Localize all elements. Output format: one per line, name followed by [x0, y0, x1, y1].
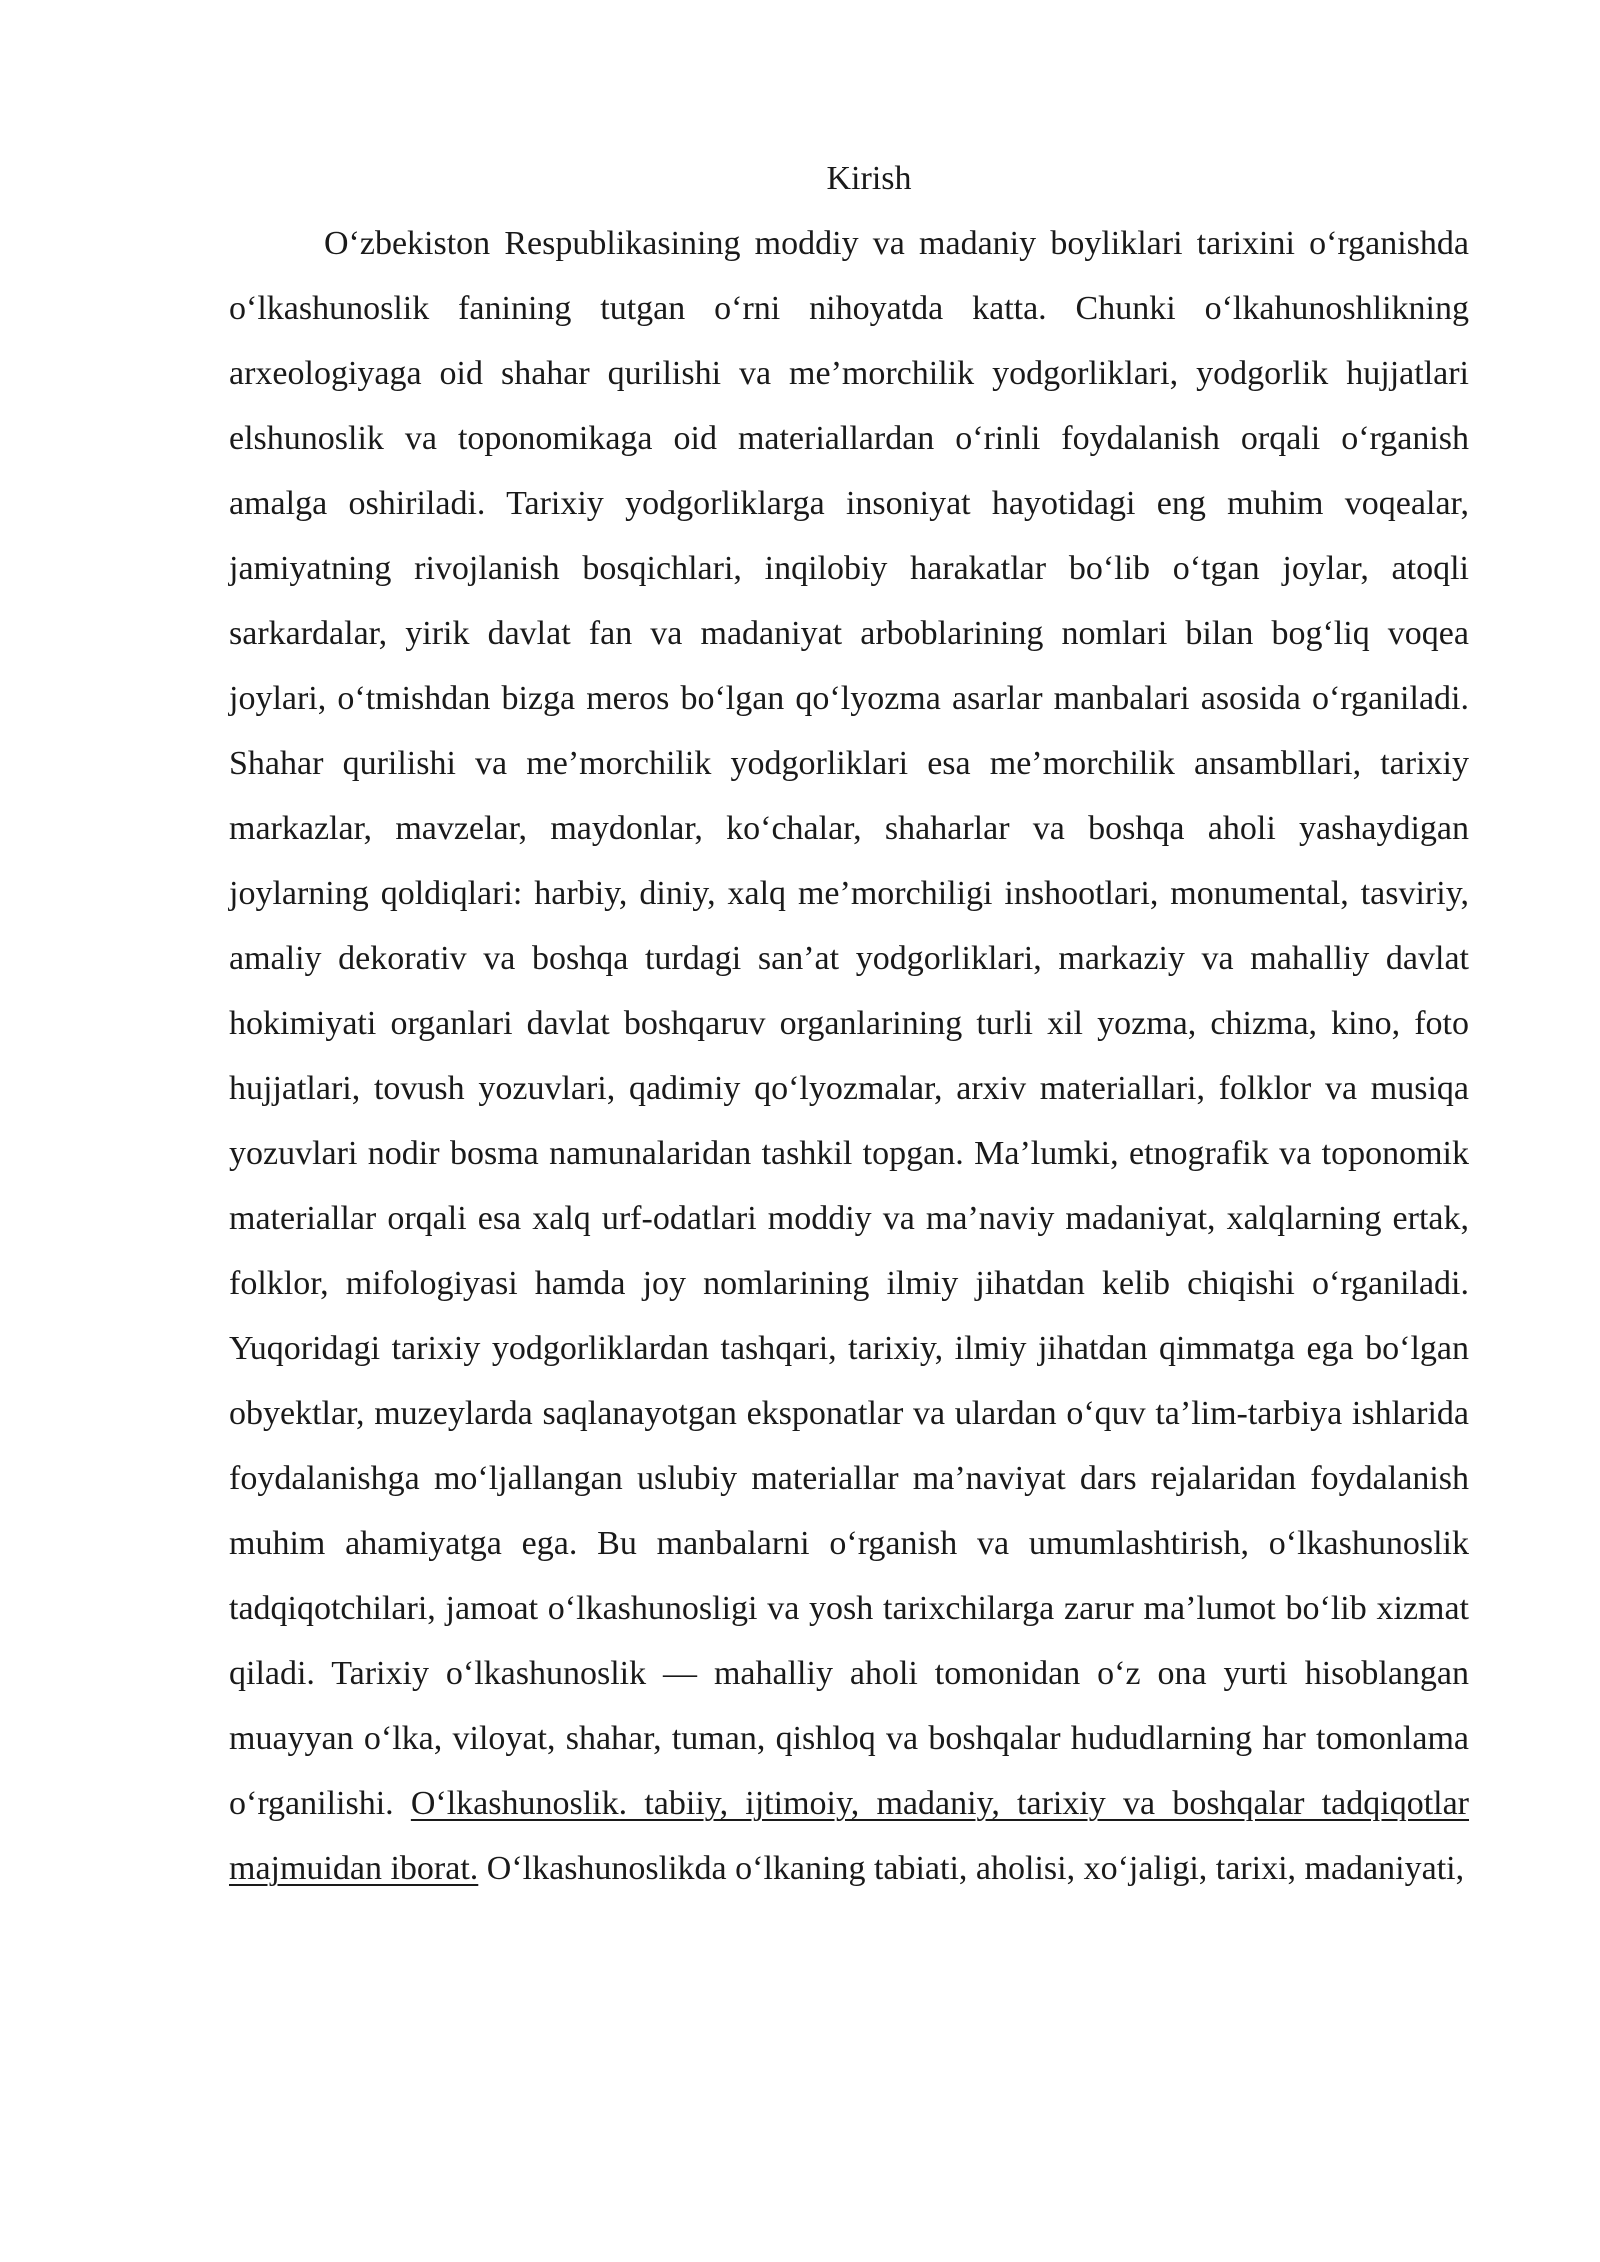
intro-paragraph — [229, 211, 1469, 1901]
paragraph-text-continued: O‘lkashunoslikda o‘lkaning tabiati, aholisi, xo‘jaligi, tarixi, madaniyati, — [478, 1850, 1465, 1887]
paragraph-text: O‘zbekiston Respublikasining moddiy va madaniy boyliklari tarixini o‘rganishda o‘lkashunoslik fanining tutgan o‘rni nihoyatda katta. Chunki o‘lkahunoshlikning arxeologiyaga oid shahar qurilishi va me’morchilik yodgorliklari, yodgorlik hujjatlari elshunoslik va toponomikaga oid materiallardan o‘rinli foydalanish orqali o‘rganish amalga oshiriladi. Tarixiy yodgorliklarga insoniyat hayotidagi eng muhim voqealar, jamiyatning rivojlanish bosqichlari, inqilobiy harakatlar bo‘lib o‘tgan joylar, atoqli sarkardalar, yirik davlat fan va madaniyat arboblarining nomlari bilan bog‘liq voqea joylari, o‘tmishdan bizga meros bo‘lgan qo‘lyozma asarlar manbalari asosida o‘rganiladi. Shahar qurilishi va me’morchilik yodgorliklari esa me’morchilik ansambllari, tarixiy markazlar, mavzelar, maydonlar, ko‘chalar, shaharlar va boshqa aholi yashaydigan joylarning qoldiqlari: harbiy, diniy, xalq me’morchiligi inshootlari, monumental, tasviriy, amaliy dekorativ va boshqa turdagi san’at yodgorliklari, markaziy va mahalliy davlat hokimiyati organlari davlat boshqaruv organlarining turli xil yozma, chizma, kino, foto hujjatlari, tovush yozuvlari, qadimiy qo‘lyozmalar, arxiv materiallari, folklor va musiqa yozuvlari nodir bosma namunalaridan tashkil topgan. Ma’lumki, etnografik va toponomik materiallar orqali esa xalq urf-odatlari moddiy va ma’naviy madaniyat, xalqlarning ertak, folklor, mifologiyasi hamda joy nomlarining ilmiy jihatdan kelib chiqishi o‘rganiladi. Yuqoridagi tarixiy yodgorliklardan tashqari, tarixiy, ilmiy jihatdan qimmatga ega bo‘lgan obyektlar, muzeylarda saqlanayotgan eksponatlar va ulardan o‘quv ta’lim-tarbiya ishlarida foydalanishga mo‘ljallangan uslubiy materiallar ma’naviyat dars rejalaridan foydalanish muhim ahamiyatga ega. Bu manbalarni o‘rganish va umumlashtirish, o‘lkashunoslik tadqiqotchilari, jamoat o‘lkashunosligi va yosh tarixchilarga zarur ma’lumot bo‘lib xizmat qiladi. Tarixiy o‘lkashunoslik — mahalliy aholi tomonidan o‘z ona yurti hisoblangan muayyan o‘lka, viloyat, shahar, tuman, qishloq va boshqalar hududlarning har tomonlama o‘rganilishi. — [229, 225, 1469, 1822]
document-body — [229, 146, 1469, 1901]
page-title: Kirish — [826, 160, 912, 197]
underlined-definition: O‘lkashunoslik. tabiiy, ijtimoiy, madaniy, tarixiy va boshqalar tadqiqotlar majmuidan iborat. — [229, 1785, 1470, 1887]
